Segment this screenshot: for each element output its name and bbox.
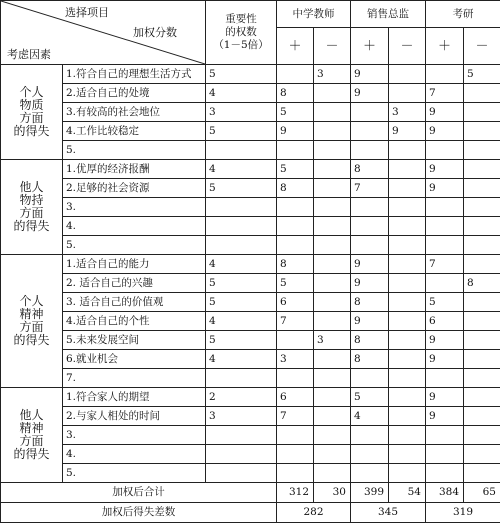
weight-value: 3 [206,407,277,426]
total-postgrad-plus: 384 [426,483,464,503]
score-sales-plus: 8 [351,160,389,179]
score-postgrad-minus [464,160,500,179]
weight-value: 2 [206,388,277,407]
score-teacher-minus [314,388,351,407]
score-postgrad-plus: 9 [426,407,464,426]
score-postgrad-minus [464,464,500,483]
score-postgrad-minus [464,103,500,122]
score-teacher-minus [314,217,351,236]
score-postgrad-plus [426,445,464,464]
plus-sign: ＋ [277,28,314,65]
score-sales-plus [351,369,389,388]
table-row [1,84,500,103]
plus-sign: ＋ [426,28,464,65]
score-teacher-plus: 6 [277,388,314,407]
table-row [1,407,500,426]
score-teacher-minus [314,103,351,122]
table-row [1,388,500,407]
score-sales-minus [389,217,426,236]
score-postgrad-plus [426,426,464,445]
score-sales-minus [389,388,426,407]
score-postgrad-minus [464,141,500,160]
table-row [1,236,500,255]
score-sales-minus [389,236,426,255]
score-teacher-plus: 6 [277,293,314,312]
score-sales-plus: 9 [351,312,389,331]
score-sales-minus [389,350,426,369]
weight-value: 4 [206,84,277,103]
weight-header [206,1,277,65]
score-sales-plus: 9 [351,84,389,103]
score-postgrad-minus [464,179,500,198]
score-sales-plus [351,236,389,255]
score-teacher-plus [277,426,314,445]
score-sales-plus: 8 [351,293,389,312]
group-label-line: 物持 [4,194,59,207]
score-postgrad-plus [426,65,464,84]
weight-value: 5 [206,331,277,350]
diff-sales: 345 [351,503,426,523]
score-teacher-minus [314,198,351,217]
score-sales-minus [389,331,426,350]
score-teacher-plus [277,445,314,464]
score-sales-minus [389,312,426,331]
group-label [1,388,63,483]
group-label-line: 精神 [4,308,59,321]
weight-value: 5 [206,293,277,312]
group-label-line: 他人 [4,409,59,422]
table-row [1,350,500,369]
score-teacher-plus: 5 [277,160,314,179]
score-teacher-minus [314,369,351,388]
weight-value [206,445,277,464]
header-diagonal-cell [1,1,206,65]
score-sales-plus [351,198,389,217]
score-teacher-plus: 7 [277,407,314,426]
total-postgrad-minus: 65 [464,483,500,503]
score-postgrad-plus [426,236,464,255]
score-teacher-plus: 8 [277,84,314,103]
factor-item: 5. [63,236,206,255]
score-teacher-plus [277,236,314,255]
total-teacher-minus: 30 [314,483,351,503]
group-label-line: 精神 [4,422,59,435]
score-sales-plus: 4 [351,407,389,426]
score-sales-minus [389,293,426,312]
factor-item: 4. [63,445,206,464]
group-label-line: 他人 [4,181,59,194]
table-row [1,274,500,293]
group-label-line: 方面 [4,112,59,125]
score-teacher-minus [314,122,351,141]
score-teacher-minus: 3 [314,65,351,84]
weight-value: 4 [206,255,277,274]
score-postgrad-plus: 5 [426,293,464,312]
score-postgrad-minus [464,426,500,445]
table-row [1,293,500,312]
weight-value [206,369,277,388]
factor-item: 1.优厚的经济报酬 [63,160,206,179]
score-sales-plus: 5 [351,388,389,407]
score-sales-minus [389,407,426,426]
score-teacher-minus [314,350,351,369]
minus-sign: － [314,28,351,65]
score-teacher-minus [314,274,351,293]
score-sales-minus [389,84,426,103]
score-postgrad-minus [464,369,500,388]
score-postgrad-minus [464,388,500,407]
score-teacher-minus [314,464,351,483]
score-teacher-minus [314,426,351,445]
factor-item: 1.符合自己的理想生活方式 [63,65,206,84]
score-sales-minus [389,141,426,160]
score-teacher-plus: 7 [277,312,314,331]
score-postgrad-plus: 9 [426,331,464,350]
score-teacher-minus [314,236,351,255]
score-sales-minus [389,198,426,217]
factor-item: 2.足够的社会资源 [63,179,206,198]
group-label-line: 的得失 [4,448,59,461]
score-sales-plus: 9 [351,65,389,84]
score-sales-minus [389,274,426,293]
score-postgrad-plus: 9 [426,122,464,141]
score-sales-minus [389,464,426,483]
weight-header-line: 的权数 [209,26,273,39]
weight-value [206,217,277,236]
score-sales-plus [351,217,389,236]
minus-sign: － [389,28,426,65]
factor-item: 4.工作比较稳定 [63,122,206,141]
weight-value: 4 [206,160,277,179]
score-teacher-plus: 9 [277,122,314,141]
score-teacher-minus [314,160,351,179]
score-teacher-plus [277,198,314,217]
score-teacher-minus [314,84,351,103]
table-row [1,141,500,160]
weight-value: 5 [206,179,277,198]
weight-value: 3 [206,103,277,122]
score-teacher-minus: 3 [314,331,351,350]
score-sales-plus: 9 [351,274,389,293]
plus-sign: ＋ [351,28,389,65]
table-row [1,198,500,217]
score-teacher-plus: 5 [277,274,314,293]
score-sales-plus: 9 [351,255,389,274]
factor-item: 3. [63,198,206,217]
score-sales-plus [351,103,389,122]
score-sales-minus [389,65,426,84]
minus-sign: － [464,28,500,65]
score-postgrad-minus [464,236,500,255]
factor-item: 5. [63,464,206,483]
score-sales-minus: 9 [389,122,426,141]
group-label-line: 的得失 [4,334,59,347]
score-sales-plus [351,426,389,445]
group-label-line: 的得失 [4,125,59,138]
factor-item: 6.就业机会 [63,350,206,369]
score-teacher-plus: 5 [277,103,314,122]
score-postgrad-plus [426,141,464,160]
factor-item: 5.未来发展空间 [63,331,206,350]
factor-item: 2.与家人相处的时间 [63,407,206,426]
weight-header-line: 重要性 [209,13,273,26]
score-postgrad-minus: 8 [464,274,500,293]
weight-value [206,426,277,445]
totals-label: 加权后合计 [1,483,277,503]
group-label [1,65,63,160]
score-postgrad-minus [464,198,500,217]
score-postgrad-plus: 9 [426,160,464,179]
total-sales-minus: 54 [389,483,426,503]
table-row [1,103,500,122]
factor-item: 2.适合自己的处境 [63,84,206,103]
table-row [1,426,500,445]
score-postgrad-plus [426,464,464,483]
score-sales-minus [389,255,426,274]
weight-value: 5 [206,274,277,293]
score-teacher-plus [277,369,314,388]
score-sales-plus [351,445,389,464]
score-teacher-minus [314,179,351,198]
group-label-line: 个人 [4,295,59,308]
score-teacher-minus [314,255,351,274]
score-teacher-minus [314,407,351,426]
factor-item: 3.有较高的社会地位 [63,103,206,122]
score-sales-plus [351,464,389,483]
total-teacher-plus: 312 [277,483,314,503]
diff-postgrad: 319 [426,503,500,523]
factor-item: 3. 适合自己的价值观 [63,293,206,312]
score-postgrad-minus [464,217,500,236]
table-row [1,65,500,84]
score-sales-plus: 7 [351,179,389,198]
table-row [1,312,500,331]
group-label-line: 的得失 [4,220,59,233]
score-teacher-minus [314,445,351,464]
weight-value [206,141,277,160]
score-postgrad-minus [464,84,500,103]
diff-teacher: 282 [277,503,351,523]
factor-item: 4. [63,217,206,236]
score-teacher-minus [314,141,351,160]
column-header-teacher: 中学教师 [277,1,351,28]
group-label-line: 方面 [4,321,59,334]
score-teacher-plus [277,464,314,483]
table-row [1,331,500,350]
score-teacher-plus: 8 [277,179,314,198]
table-row [1,369,500,388]
score-teacher-plus [277,217,314,236]
table-row [1,464,500,483]
group-label [1,160,63,255]
score-teacher-plus [277,331,314,350]
score-sales-plus [351,141,389,160]
score-postgrad-plus: 9 [426,103,464,122]
score-sales-plus: 8 [351,331,389,350]
factor-item: 3. [63,426,206,445]
score-postgrad-plus [426,274,464,293]
column-header-postgraduate: 考研 [426,1,500,28]
score-postgrad-minus [464,122,500,141]
score-sales-minus [389,445,426,464]
score-postgrad-plus [426,198,464,217]
score-sales-plus: 8 [351,350,389,369]
weight-value: 5 [206,65,277,84]
factor-item: 1.适合自己的能力 [63,255,206,274]
group-label-line: 个人 [4,86,59,99]
weight-value: 5 [206,122,277,141]
weight-value: 4 [206,350,277,369]
score-teacher-plus [277,141,314,160]
score-postgrad-minus: 5 [464,65,500,84]
score-postgrad-minus [464,331,500,350]
score-teacher-plus: 3 [277,350,314,369]
score-teacher-plus [277,65,314,84]
score-postgrad-minus [464,293,500,312]
score-postgrad-minus [464,445,500,464]
score-postgrad-minus [464,350,500,369]
score-sales-minus [389,179,426,198]
score-postgrad-plus [426,217,464,236]
factor-item: 2. 适合自己的兴趣 [63,274,206,293]
table-row [1,160,500,179]
score-sales-plus [351,122,389,141]
factor-item: 1.符合家人的期望 [63,388,206,407]
score-postgrad-plus: 7 [426,255,464,274]
table-row [1,179,500,198]
column-header-sales-director: 销售总监 [351,1,426,28]
topic-label: 选择项目 [65,6,109,19]
weight-value [206,198,277,217]
score-label: 加权分数 [133,26,177,39]
factor-item: 4.适合自己的个性 [63,312,206,331]
score-postgrad-plus [426,369,464,388]
table-row [1,445,500,464]
score-postgrad-plus: 9 [426,350,464,369]
group-label-line: 物质 [4,99,59,112]
score-postgrad-minus [464,255,500,274]
score-postgrad-plus: 9 [426,179,464,198]
weight-value: 4 [206,312,277,331]
weight-value [206,464,277,483]
score-postgrad-plus: 7 [426,84,464,103]
group-label-line: 方面 [4,207,59,220]
weight-value [206,236,277,255]
table-row [1,255,500,274]
score-sales-minus [389,369,426,388]
factor-label: 考虑因素 [7,48,51,61]
score-postgrad-minus [464,407,500,426]
score-sales-minus [389,160,426,179]
score-sales-minus: 3 [389,103,426,122]
score-postgrad-plus: 6 [426,312,464,331]
total-sales-plus: 399 [351,483,389,503]
score-teacher-minus [314,312,351,331]
score-postgrad-minus [464,312,500,331]
score-teacher-plus: 8 [277,255,314,274]
score-teacher-minus [314,293,351,312]
table-row [1,122,500,141]
factor-item: 5. [63,141,206,160]
table-row [1,217,500,236]
factor-item: 7. [63,369,206,388]
diff-label: 加权后得失差数 [1,503,277,523]
score-sales-minus [389,426,426,445]
group-label-line: 方面 [4,435,59,448]
group-label [1,255,63,388]
weight-header-line: （1－5倍） [209,39,273,52]
score-postgrad-plus: 9 [426,388,464,407]
